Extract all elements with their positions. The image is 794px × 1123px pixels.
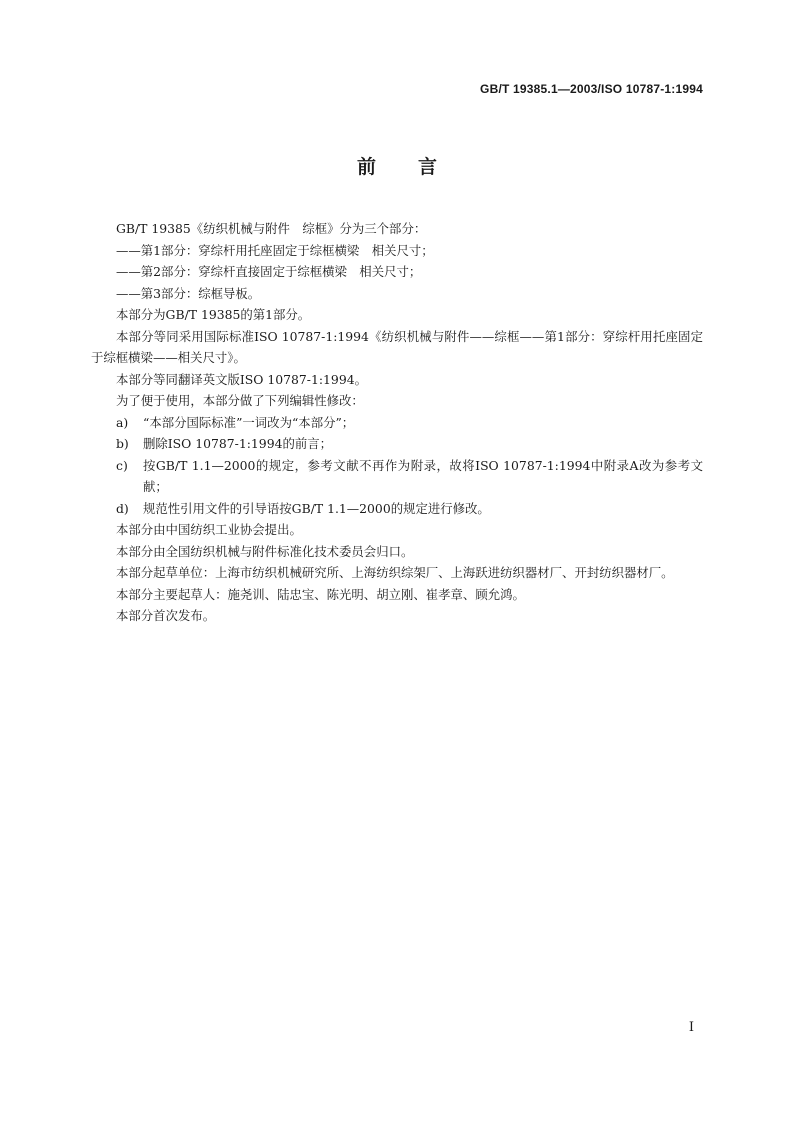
paragraph-adoption: 本部分等同采用国际标准ISO 10787-1:1994《纺织机械与附件——综框——第1部分：穿综杆用托座固定于综框横梁——相关尺寸》。 (91, 328, 703, 365)
paragraph-drafters: 本部分主要起草人：施尧训、陆忠宝、陈光明、胡立刚、崔孝章、顾允鸿。 (116, 586, 525, 602)
paragraph-translation: 本部分等同翻译英文版ISO 10787-1:1994。 (116, 371, 367, 387)
standard-number: GB/T 19385.1—2003/ISO 10787-1:1994 (480, 82, 703, 96)
list-item (91, 455, 703, 498)
paragraph-first-release: 本部分首次发布。 (116, 608, 216, 623)
list-marker: c) (116, 457, 128, 473)
paragraph-proposer: 本部分由中国纺织工业协会提出。 (116, 522, 302, 537)
page-title: 前言 (356, 156, 479, 178)
list-item (91, 433, 703, 455)
list-item (91, 412, 703, 434)
list-marker: b) (116, 436, 129, 451)
paragraph-part-3: ——第3部分：综框导板。 (116, 285, 261, 301)
paragraph-drafting-units: 本部分起草单位：上海市纺织机械研究所、上海纺织综架厂、上海跃进纺织器材厂、开封纺织器材厂。 (116, 565, 674, 580)
paragraph-part-2: ——第2部分：穿综杆直接固定于综框横梁 相关尺寸； (116, 264, 422, 279)
list-item (91, 498, 703, 520)
paragraph-part-1: ——第1部分：穿综杆用托座固定于综框横梁 相关尺寸； (116, 242, 434, 258)
list-item-text: 规范性引用文件的引导语按GB/T 1.1—2000的规定进行修改。 (143, 500, 490, 516)
list-item-text: 删除ISO 10787-1:1994的前言； (143, 436, 333, 451)
paragraph-committee: 本部分由全国纺织机械与附件标准化技术委员会归口。 (116, 543, 414, 559)
foreword-body (91, 218, 703, 627)
list-item-text: “本部分国际标准”一词改为“本部分”； (143, 414, 355, 430)
paragraph-this-part: 本部分为GB/T 19385的第1部分。 (116, 307, 311, 322)
list-item-text: 按GB/T 1.1—2000的规定，参考文献不再作为附录，故将ISO 10787-1:1994中附录A改为参考文献； (143, 457, 703, 494)
paragraph-intro: GB/T 19385《纺织机械与附件 综框》分为三个部分： (116, 221, 427, 236)
paragraph-edits-intro: 为了便于使用，本部分做了下列编辑性修改： (116, 393, 364, 408)
list-marker: d) (116, 500, 129, 516)
list-marker: a) (116, 414, 129, 430)
page-number: I (688, 1020, 694, 1035)
